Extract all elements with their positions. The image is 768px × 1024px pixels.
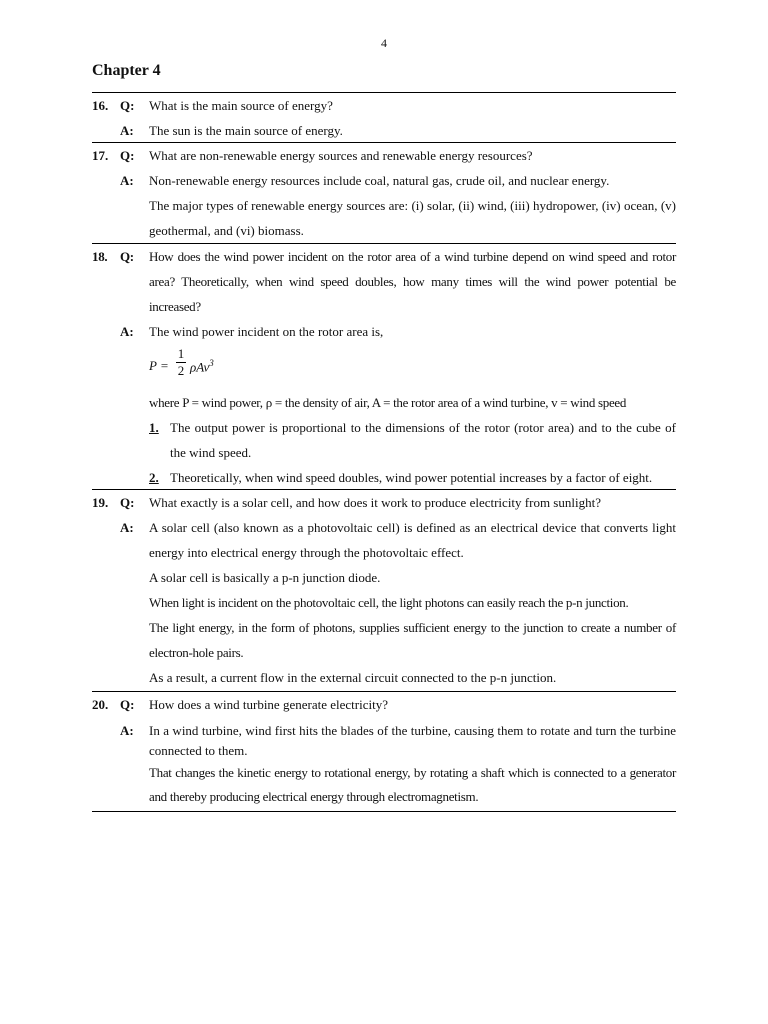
question-row — [92, 143, 676, 168]
answer-label: A: — [120, 520, 134, 535]
question-label: Q: — [120, 249, 134, 264]
where-text: where P = wind power, ρ = the density of air, A = the rotor area of a wind turbine, v = wind speed — [149, 395, 627, 410]
question-text: What is the main source of energy? — [149, 98, 333, 113]
question-number: 16. — [92, 98, 109, 113]
fraction-numerator: 1 — [177, 346, 185, 361]
question-row — [92, 490, 676, 515]
answer-label: A: — [120, 723, 134, 738]
answer-text: When light is incident on the photovoltaic cell, the light photons can easily reach the p-n junction. — [149, 595, 629, 610]
answer-label: A: — [120, 123, 134, 138]
question-number: 17. — [92, 148, 109, 163]
qa-item-19 — [92, 489, 676, 690]
answer-text: A solar cell is basically a p-n junction diode. — [149, 570, 381, 585]
formula-fraction — [176, 346, 186, 379]
answer-text: The sun is the main source of energy. — [149, 123, 343, 138]
formula-rhs — [190, 358, 214, 375]
answer-text: The wind power incident on the rotor area is, — [149, 324, 384, 339]
list-item — [149, 415, 676, 465]
answer-text: A solar cell (also known as a photovoltaic cell) is defined as an electrical device that converts light energy into electrical energy through the photovoltaic effect. — [149, 520, 676, 560]
question-number: 20. — [92, 697, 109, 712]
list-item — [149, 465, 676, 490]
page-number: 4 — [381, 36, 387, 50]
answer-text: In a wind turbine, wind first hits the blades of the turbine, causing them to rotate and turn the turbine connected to them. — [149, 723, 676, 758]
answer-row — [92, 168, 676, 243]
answer-text: That changes the kinetic energy to rotational energy, by rotating a shaft which is connected to a generator and thereby producing electrical energy through electromagnetism. — [149, 765, 676, 804]
chapter-title: Chapter 4 — [92, 62, 161, 79]
question-text: What exactly is a solar cell, and how does it work to produce electricity from sunlight? — [149, 495, 601, 510]
point-row — [92, 465, 676, 490]
formula-terms: ρAv — [190, 359, 210, 375]
question-text: How does a wind turbine generate electricity? — [149, 697, 388, 712]
answer-label: A: — [120, 173, 134, 188]
answer-text: The light energy, in the form of photons, supplies sufficient energy to the junction to create a number of electron-hole pairs. — [149, 620, 676, 660]
question-row — [92, 692, 676, 717]
answer-text: As a result, a current flow in the external circuit connected to the p-n junction. — [149, 670, 557, 685]
list-item-text: The output power is proportional to the dimensions of the rotor (rotor area) and to the cube of the wind speed. — [170, 420, 676, 460]
question-label: Q: — [120, 148, 135, 163]
question-row — [92, 93, 676, 118]
question-label: Q: — [120, 98, 135, 113]
answer-text: The major types of renewable energy sources are: (i) solar, (ii) wind, (iii) hydropower, (iv) ocean, (v) geothermal, and (vi) biomass. — [149, 198, 676, 238]
answer-row — [92, 515, 676, 690]
answer-row — [92, 319, 676, 344]
qa-item-20 — [92, 691, 676, 812]
point-row — [92, 415, 676, 465]
answer-label: A: — [120, 324, 134, 339]
question-row — [92, 244, 676, 319]
answer-row — [92, 761, 676, 811]
formula-where — [92, 390, 676, 415]
wind-power-formula — [92, 344, 676, 390]
question-label: Q: — [120, 495, 135, 510]
answer-row — [92, 118, 676, 143]
list-item-number: 1. — [149, 420, 159, 435]
formula-lhs: P = — [149, 358, 169, 373]
qa-item-18 — [92, 243, 676, 490]
fraction-denominator: 2 — [177, 363, 185, 378]
question-text: How does the wind power incident on the rotor area of a wind turbine depend on wind speed and rotor area? Theoretically, when wind speed doubles, how many times will the wind power potential be increased? — [149, 249, 676, 314]
question-number: 18. — [92, 249, 108, 264]
question-number: 19. — [92, 495, 109, 510]
formula-exponent: 3 — [209, 358, 214, 368]
question-text: What are non-renewable energy sources and renewable energy resources? — [149, 148, 533, 163]
answer-text: Non-renewable energy resources include coal, natural gas, crude oil, and nuclear energy. — [149, 173, 610, 188]
qa-item-17 — [92, 142, 676, 243]
list-item-number: 2. — [149, 470, 159, 485]
qa-item-16 — [92, 92, 676, 143]
question-label: Q: — [120, 697, 135, 712]
answer-row — [92, 717, 676, 761]
list-item-text: Theoretically, when wind speed doubles, wind power potential increases by a factor of eight. — [170, 470, 653, 485]
